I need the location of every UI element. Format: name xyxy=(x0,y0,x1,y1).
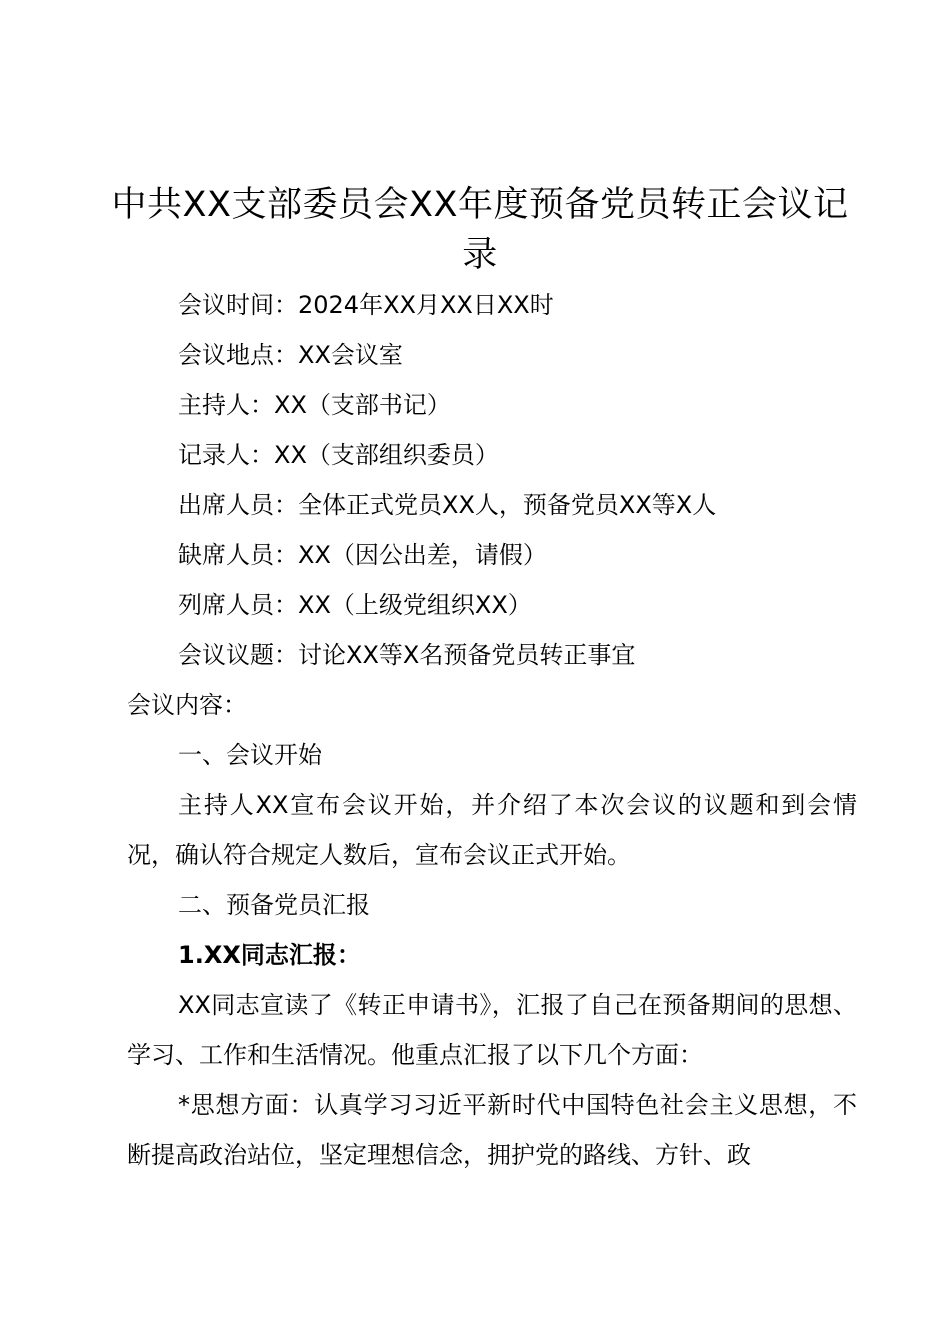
meta-value: 2024年XX月XX日XX时 xyxy=(298,291,554,319)
meta-meeting-location xyxy=(127,330,857,380)
meta-value: XX会议室 xyxy=(298,341,403,369)
bullet-paragraph-ideology: *思想方面：认真学习习近平新时代中国特色社会主义思想，不断提高政治站位，坚定理想信念，拥护党的路线、方针、政 xyxy=(127,1091,857,1169)
meta-label: 会议时间： xyxy=(178,291,298,319)
meta-meeting-time xyxy=(127,280,857,330)
meta-recorder xyxy=(127,430,857,480)
meta-value: XX（支部书记） xyxy=(274,391,451,419)
meta-label: 缺席人员： xyxy=(178,541,298,569)
document-body xyxy=(127,280,857,1180)
content-label: 会议内容： xyxy=(127,691,247,719)
meta-value: 全体正式党员XX人，预备党员XX等X人 xyxy=(298,491,717,519)
meta-attendees xyxy=(127,480,857,530)
section-paragraph-meeting-start: 主持人XX宣布会议开始，并介绍了本次会议的议题和到会情况，确认符合规定人数后，宣布会议正式开始。 xyxy=(127,791,857,869)
meta-label: 记录人： xyxy=(178,441,274,469)
subsection-paragraph-comrade-report: XX同志宣读了《转正申请书》，汇报了自己在预备期间的思想、学习、工作和生活情况。他重点汇报了以下几个方面： xyxy=(127,991,857,1069)
meta-label: 会议地点： xyxy=(178,341,298,369)
meta-value: XX（上级党组织XX） xyxy=(298,591,532,619)
meta-absentees xyxy=(127,530,857,580)
meta-agenda xyxy=(127,630,857,680)
section-heading-member-report: 二、预备党员汇报 xyxy=(178,891,370,919)
meta-value: XX（因公出差，请假） xyxy=(298,541,547,569)
meta-observers xyxy=(127,580,857,630)
meta-label: 列席人员： xyxy=(178,591,298,619)
meta-label: 出席人员： xyxy=(178,491,298,519)
section-heading-meeting-start: 一、会议开始 xyxy=(178,741,322,769)
meta-host xyxy=(127,380,857,430)
meta-value: XX（支部组织委员） xyxy=(274,441,499,469)
meta-value: 讨论XX等X名预备党员转正事宜 xyxy=(298,641,636,669)
meta-label: 会议议题： xyxy=(178,641,298,669)
document-title: 中共XX支部委员会XX年度预备党员转正会议记录 xyxy=(111,185,849,275)
subsection-heading-comrade-report: 1.XX同志汇报： xyxy=(178,941,361,969)
meta-label: 主持人： xyxy=(178,391,274,419)
